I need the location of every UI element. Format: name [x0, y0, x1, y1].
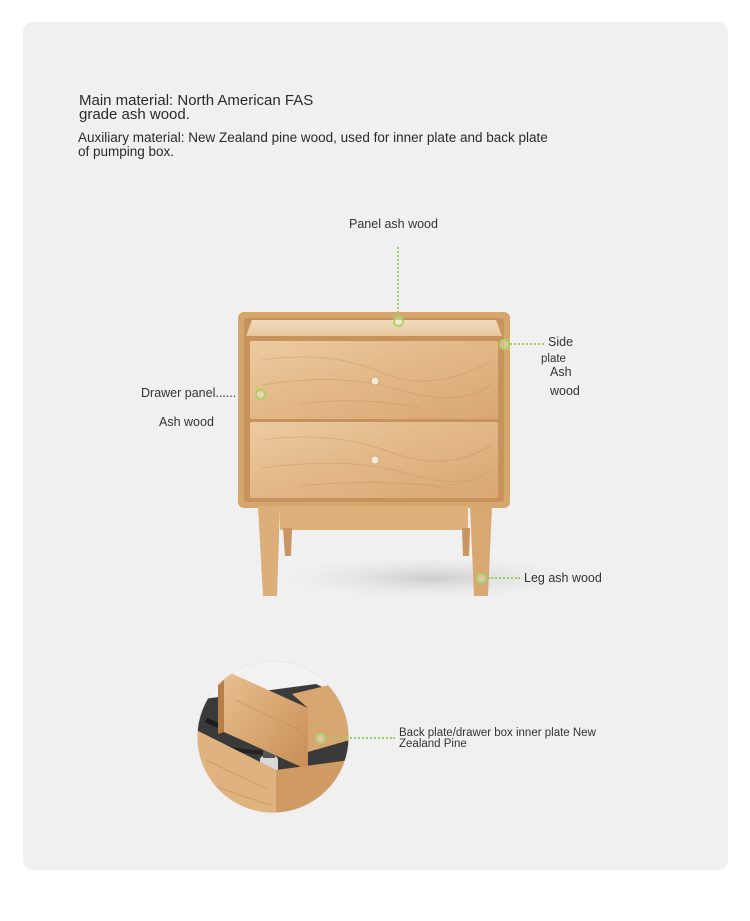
callout-back-line-1: Back plate/drawer box inner plate New	[399, 727, 596, 739]
leg-back-right	[462, 528, 470, 556]
callout-back-line-2: Zealand Pine	[399, 738, 467, 750]
callout-back-label	[399, 728, 596, 750]
callout-side-line	[510, 343, 544, 345]
leg-front-left	[258, 506, 280, 596]
callout-drawer-marker	[255, 389, 266, 400]
callout-panel-marker	[393, 316, 404, 327]
callout-side-label-4: wood	[550, 384, 580, 398]
callout-side-line-1: Side	[548, 335, 574, 349]
callout-panel-line	[397, 247, 399, 317]
callout-drawer-label: Drawer panel......	[141, 386, 237, 400]
callout-side-marker	[499, 339, 510, 350]
main-material-line-1: Main material: North American FAS	[79, 92, 314, 109]
callout-drawer-label-2: Ash wood	[159, 415, 214, 429]
callout-side-label	[548, 335, 573, 349]
callout-back-line	[327, 737, 395, 739]
callout-panel-label: Panel ash wood	[349, 217, 438, 231]
drawer-knob-bottom	[371, 456, 379, 464]
callout-leg-label: Leg ash wood	[524, 571, 602, 585]
auxiliary-material-line-1: Auxiliary material: New Zealand pine wood, used for inner plate and back plate	[78, 130, 548, 145]
callout-leg-line	[488, 577, 520, 579]
main-material-line-2: grade ash wood.	[79, 106, 190, 123]
callout-side-label-3: Ash	[550, 365, 572, 379]
apron	[280, 506, 468, 530]
callout-back-marker	[315, 733, 326, 744]
callout-side-label-2: plate	[541, 353, 566, 365]
top-panel	[246, 320, 502, 336]
callout-leg-marker	[476, 573, 487, 584]
auxiliary-material-line-2: of pumping box.	[78, 144, 175, 159]
drawer-knob-top	[371, 377, 379, 385]
leg-back-left	[283, 528, 292, 556]
